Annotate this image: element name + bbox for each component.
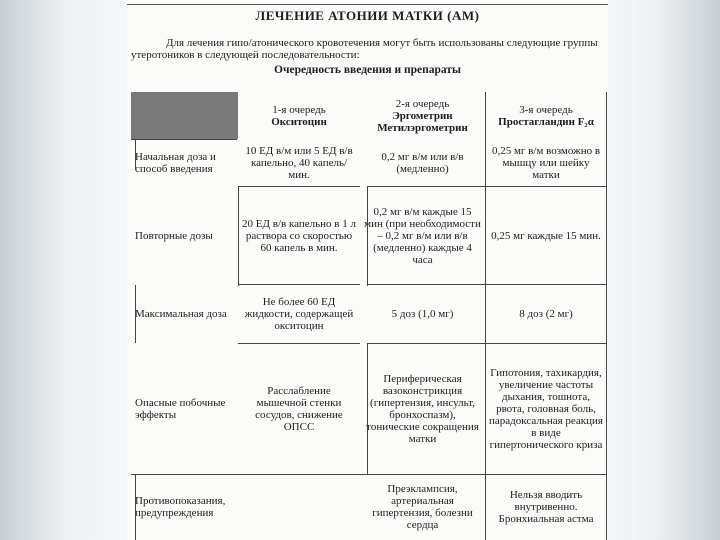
document-page [127, 0, 608, 540]
row-divider [367, 186, 607, 187]
header-col-2 [360, 92, 485, 139]
row-4-col-1: Расслабление мышечной стенки сосудов, снижение ОПСС [255, 385, 343, 433]
intro-paragraph: Для лечения гипо/атонического кровотечения могут быть использованы следующие группы утеротоников в следующей последовательности: [131, 37, 598, 61]
col-2-drug: Эргометрин Метилэргометрин [377, 109, 468, 134]
col-divider [367, 186, 368, 286]
row-divider [131, 139, 237, 140]
row-5-col-2: Преэклампсия, артериальная гипертензия, болезни сердца [372, 483, 473, 531]
row-1-col-3: 0,25 мг в/м возможно в мышцу или шейку матки [491, 144, 601, 181]
top-rule [127, 4, 608, 5]
row-4-label: Опасные побочные эффекты [135, 397, 226, 421]
row-divider [367, 343, 607, 344]
row-divider [131, 474, 607, 475]
col-2-queue: 2-я очередь [395, 97, 450, 110]
row-3-label: Максимальная доза [135, 308, 227, 320]
row-2-label: Повторные дозы [135, 229, 213, 242]
col-divider [135, 140, 136, 170]
col-divider [135, 285, 136, 343]
col-divider [367, 343, 368, 475]
row-2-col-3: 0,25 мг каждые 15 мин. [491, 229, 601, 242]
table-subtitle: Очередность введения и препараты [274, 64, 461, 76]
row-divider [238, 343, 360, 344]
col-1-queue: 1-я очередь [272, 103, 326, 116]
col-divider [485, 92, 486, 540]
row-4-col-3: Гипотония, тахикардия, увеличение частоты дыхания, тошнота, рвота, головная боль, парадоксальная реакция в виде гипертонического криза [489, 367, 603, 451]
document-title: ЛЕЧЕНИЕ АТОНИИ МАТКИ (АМ) [255, 8, 480, 23]
col-divider [135, 475, 136, 540]
row-divider [367, 284, 607, 285]
row-5-col-3: Нельзя вводить внутривенно. Бронхиальная астма [498, 489, 594, 525]
row-5-col-1 [240, 477, 358, 537]
row-1-label: Начальная доза и способ введения [135, 150, 216, 175]
row-3-col-2: 5 доз (1,0 мг) [391, 308, 454, 320]
row-1-col-2: 0,2 мг в/м или в/в (медленно) [381, 150, 464, 175]
row-1-col-1: 10 ЕД в/м или 5 ЕД в/в капельно, 40 капель/мин. [245, 144, 353, 181]
row-divider [238, 284, 360, 285]
row-3-col-1: Не более 60 ЕД жидкости, содержащей окситоцин [244, 296, 354, 332]
col-divider [606, 92, 607, 540]
header-corner-cell [131, 92, 238, 139]
col-1-drug: Окситоцин [271, 115, 327, 128]
col-3-queue: 3-я очередь [519, 103, 573, 116]
row-5-label: Противопоказания, предупреждения [135, 495, 226, 519]
row-2-col-2: 0,2 мг в/м каждые 15 мин (при необходимости – 0,2 мг в/м или в/в (медленно) каждые 4 часа [364, 205, 481, 266]
col-divider [238, 186, 239, 286]
header-col-1 [238, 92, 360, 139]
row-divider [238, 186, 360, 187]
row-4-col-2: Периферическая вазоконстрикция (гипертензия, инсульт, бронхоспазм), тонические сокращения матки [366, 373, 479, 445]
header-col-3 [485, 92, 607, 139]
row-3-col-3: 8 доз (2 мг) [519, 308, 573, 320]
col-3-drug: Простагландин F₂α [498, 115, 594, 128]
row-2-col-1: 20 ЕД в/в капельно в 1 л раствора со скоростью 60 капель в мин. [242, 217, 356, 254]
